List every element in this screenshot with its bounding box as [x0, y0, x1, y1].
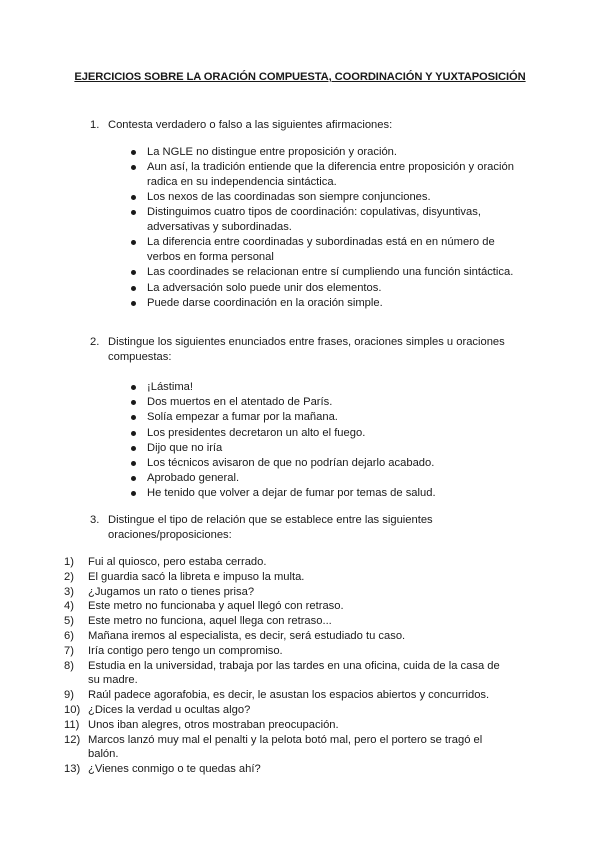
list-item-number: 7)	[64, 644, 74, 657]
list-item-text: Marcos lanzó muy mal el penalti y la pelota botó mal, pero el portero se tragó el balón.	[88, 733, 483, 761]
list-item	[64, 614, 504, 629]
list-item-text: Los técnicos avisaron de que no podrían dejarlo acabado.	[147, 456, 435, 469]
list-item-text: Dos muertos en el atentado de París.	[147, 396, 333, 409]
list-item-text: Unos iban alegres, otros mostraban preocupación.	[88, 718, 339, 731]
list-item-text: La NGLE no distingue entre proposición y oración.	[147, 146, 398, 158]
list-item	[131, 281, 527, 296]
list-item	[64, 762, 504, 777]
question-3-number: 3.	[90, 514, 100, 526]
list-item	[131, 235, 527, 265]
question-1	[90, 118, 530, 133]
list-item	[131, 205, 527, 235]
list-item	[131, 380, 527, 395]
bullet-icon	[131, 431, 136, 436]
list-item	[131, 471, 527, 486]
question-2	[90, 335, 530, 365]
list-item-text: ¿Jugamos un rato o tienes prisa?	[88, 585, 255, 598]
question-1-text: Contesta verdadero o falso a las siguientes afirmaciones:	[108, 119, 393, 131]
list-item-text: La diferencia entre coordinadas y subordinadas está en en número de verbos en forma personal	[147, 236, 495, 264]
list-item-number: 5)	[64, 615, 74, 628]
list-item	[64, 555, 504, 570]
list-item-number: 4)	[64, 600, 74, 613]
list-item	[131, 410, 527, 425]
question-2-text: Distingue los siguientes enunciados entre frases, oraciones simples u oraciones compuestas:	[108, 336, 505, 363]
bullet-icon	[131, 210, 136, 215]
list-item-number: 3)	[64, 585, 74, 598]
list-item-number: 8)	[64, 659, 74, 672]
list-item-number: 10)	[64, 703, 81, 716]
bullet-icon	[131, 150, 136, 155]
bullet-icon	[131, 491, 136, 496]
bullet-icon	[131, 461, 136, 466]
list-item	[131, 441, 527, 456]
list-item-text: Este metro no funciona, aquel llega con retraso...	[88, 615, 332, 628]
list-item-text: Solía empezar a fumar por la mañana.	[147, 411, 338, 424]
question-2-number: 2.	[90, 336, 100, 348]
list-item	[64, 733, 504, 763]
list-item-number: 12)	[64, 733, 81, 746]
list-item	[131, 160, 527, 190]
list-item-number: 13)	[64, 763, 81, 776]
bullet-icon	[131, 165, 136, 170]
list-item-text: Los presidentes decretaron un alto el fuego.	[147, 426, 366, 439]
list-item	[64, 585, 504, 600]
list-item-text: Fui al quiosco, pero estaba cerrado.	[88, 556, 267, 568]
question-3-text: Distingue el tipo de relación que se establece entre las siguientes oraciones/proposiciones:	[108, 514, 433, 541]
list-item-text: Estudia en la universidad, trabaja por las tardes en una oficina, cuida de la casa de su madre.	[88, 659, 500, 687]
question-3-list	[64, 555, 504, 777]
list-item-text: Raúl padece agorafobia, es decir, le asustan los espacios abiertos y concurridos.	[88, 689, 490, 702]
bullet-icon	[131, 400, 136, 405]
list-item	[131, 456, 527, 471]
list-item	[64, 570, 504, 585]
list-item	[64, 599, 504, 614]
question-2-list	[131, 380, 527, 502]
list-item-text: Iría contigo pero tengo un compromiso.	[88, 644, 283, 657]
list-item-text: Distinguimos cuatro tipos de coordinación: copulativas, disyuntivas, adversativas y subordinadas.	[147, 206, 481, 234]
list-item	[64, 718, 504, 733]
list-item	[131, 190, 527, 205]
list-item-text: La adversación solo puede unir dos elementos.	[147, 281, 382, 294]
question-3	[90, 513, 530, 543]
bullet-icon	[131, 415, 136, 420]
bullet-icon	[131, 476, 136, 481]
list-item-text: Mañana iremos al especialista, es decir, será estudiado tu caso.	[88, 629, 406, 642]
list-item-number: 6)	[64, 629, 74, 642]
bullet-icon	[131, 286, 136, 291]
list-item-text: Las coordinades se relacionan entre sí cumpliendo una función sintáctica.	[147, 266, 514, 279]
list-item-text: ¿Vienes conmigo o te quedas ahí?	[88, 763, 261, 776]
list-item-text: ¿Dices la verdad u ocultas algo?	[88, 703, 251, 716]
list-item-text: Aun así, la tradición entiende que la diferencia entre proposición y oración radica en su independencia sintáctica.	[147, 161, 514, 188]
list-item-text: He tenido que volver a dejar de fumar por temas de salud.	[147, 487, 436, 500]
list-item	[131, 145, 527, 160]
bullet-icon	[131, 195, 136, 200]
bullet-icon	[131, 385, 136, 390]
list-item	[131, 265, 527, 280]
list-item-number: 1)	[64, 556, 74, 568]
list-item-text: Aprobado general.	[147, 472, 240, 485]
list-item	[64, 644, 504, 659]
list-item-number: 11)	[64, 718, 80, 731]
list-item-text: Dijo que no iría	[147, 441, 223, 454]
list-item-text: El guardia sacó la libreta e impuso la multa.	[88, 570, 305, 583]
question-1-number: 1.	[90, 119, 100, 131]
bullet-icon	[131, 301, 136, 306]
list-item-text: Este metro no funcionaba y aquel llegó con retraso.	[88, 600, 344, 613]
list-item	[64, 629, 504, 644]
list-item-text: Los nexos de las coordinadas son siempre conjunciones.	[147, 191, 431, 204]
list-item-number: 9)	[64, 689, 74, 702]
bullet-icon	[131, 270, 136, 275]
list-item	[131, 395, 527, 410]
list-item	[131, 426, 527, 441]
list-item-text: Puede darse coordinación en la oración simple.	[147, 296, 383, 309]
page-title: EJERCICIOS SOBRE LA ORACIÓN COMPUESTA, COORDINACIÓN Y YUXTAPOSICIÓN	[74, 71, 526, 83]
list-item	[131, 296, 527, 311]
list-item	[64, 688, 504, 703]
list-item-text: ¡Lástima!	[147, 381, 194, 393]
question-1-list	[131, 145, 527, 311]
list-item-number: 2)	[64, 570, 74, 583]
list-item	[131, 486, 527, 501]
list-item	[64, 703, 504, 718]
list-item	[64, 659, 504, 689]
bullet-icon	[131, 240, 136, 245]
bullet-icon	[131, 446, 136, 451]
